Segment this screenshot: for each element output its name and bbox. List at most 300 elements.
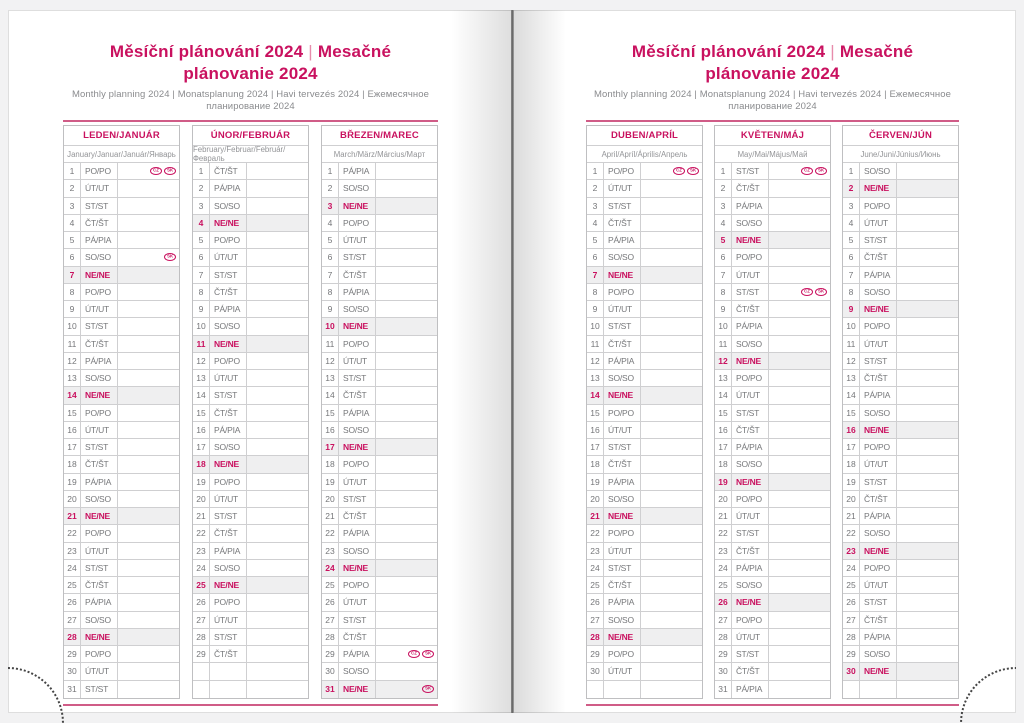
notes-area — [769, 336, 830, 352]
day-abbrev: ST/ST — [732, 284, 769, 300]
day-number: 24 — [587, 560, 604, 576]
day-number: 30 — [64, 663, 81, 679]
day-row-31 — [64, 681, 179, 698]
notes-area — [247, 646, 308, 662]
month-rows — [193, 163, 308, 698]
day-row-25 — [64, 577, 179, 594]
day-abbrev: SO/SO — [860, 525, 897, 541]
notes-area — [247, 474, 308, 490]
day-number: 14 — [715, 387, 732, 403]
notes-area — [118, 318, 179, 334]
day-number: 23 — [843, 543, 860, 559]
day-row-13 — [193, 370, 308, 387]
day-number: 10 — [322, 318, 339, 334]
notes-area — [769, 560, 830, 576]
day-row-21 — [64, 508, 179, 525]
day-row-29 — [64, 646, 179, 663]
day-row-4 — [322, 215, 437, 232]
day-row-6 — [322, 249, 437, 266]
notes-area — [641, 267, 702, 283]
day-abbrev: PÁ/PIA — [732, 198, 769, 214]
notes-area — [769, 249, 830, 265]
month-table — [192, 125, 309, 699]
day-number: 9 — [322, 301, 339, 317]
day-number: 23 — [193, 543, 210, 559]
day-row-11 — [587, 336, 702, 353]
day-abbrev: ČT/ŠT — [210, 525, 247, 541]
day-row-9 — [715, 301, 830, 318]
notes-area — [376, 577, 437, 593]
day-row-1 — [64, 163, 179, 180]
day-number: 16 — [715, 422, 732, 438]
notes-area — [897, 560, 958, 576]
day-row-22 — [587, 525, 702, 542]
cz-holiday-icon: CZ — [408, 650, 420, 658]
day-abbrev: NE/NE — [860, 180, 897, 196]
day-abbrev: PO/PO — [81, 284, 118, 300]
notes-area — [897, 198, 958, 214]
day-abbrev: ST/ST — [339, 491, 376, 507]
day-abbrev: ST/ST — [732, 405, 769, 421]
day-abbrev: PÁ/PIA — [860, 508, 897, 524]
day-number: 5 — [322, 232, 339, 248]
page-subtitle: Monthly planning 2024 | Monatsplanung 2024 | Havi tervezés 2024 | Ежемесячное планирование 2024 — [71, 89, 430, 112]
day-abbrev: ČT/ŠT — [210, 646, 247, 662]
notes-area — [897, 646, 958, 662]
day-number — [193, 663, 210, 679]
day-abbrev: PO/PO — [210, 474, 247, 490]
day-number: 20 — [715, 491, 732, 507]
notes-area — [376, 284, 437, 300]
day-abbrev: SO/SO — [210, 560, 247, 576]
day-row-6 — [587, 249, 702, 266]
day-number: 12 — [843, 353, 860, 369]
day-number: 12 — [715, 353, 732, 369]
day-abbrev — [210, 663, 247, 679]
day-number: 13 — [587, 370, 604, 386]
day-row-24 — [843, 560, 958, 577]
day-row-3 — [64, 198, 179, 215]
notes-area — [376, 663, 437, 679]
day-row-28 — [64, 629, 179, 646]
day-number: 21 — [193, 508, 210, 524]
day-number: 20 — [843, 491, 860, 507]
day-abbrev: ÚT/UT — [81, 422, 118, 438]
day-number: 16 — [843, 422, 860, 438]
day-row-25 — [843, 577, 958, 594]
day-row-23 — [193, 543, 308, 560]
day-row-7 — [193, 267, 308, 284]
day-abbrev: PÁ/PIA — [339, 646, 376, 662]
day-row-22 — [843, 525, 958, 542]
day-abbrev: ST/ST — [604, 560, 641, 576]
day-abbrev: PO/PO — [210, 232, 247, 248]
month-rows — [64, 163, 179, 698]
notes-area — [769, 318, 830, 334]
day-number: 6 — [843, 249, 860, 265]
day-abbrev: PÁ/PIA — [210, 422, 247, 438]
day-number: 23 — [64, 543, 81, 559]
day-number: 2 — [322, 180, 339, 196]
sk-holiday-icon: SK — [164, 167, 176, 175]
day-abbrev: PO/PO — [81, 405, 118, 421]
day-number: 22 — [322, 525, 339, 541]
day-row-8 — [715, 284, 830, 301]
day-abbrev: ÚT/UT — [81, 180, 118, 196]
day-number: 14 — [587, 387, 604, 403]
day-number: 26 — [322, 594, 339, 610]
notes-area — [118, 594, 179, 610]
sk-holiday-icon: SK — [815, 288, 827, 296]
day-row-11 — [322, 336, 437, 353]
day-number: 4 — [193, 215, 210, 231]
notes-area — [641, 456, 702, 472]
title-czech: Měsíční plánování 2024 — [631, 42, 826, 61]
day-abbrev: ČT/ŠT — [81, 215, 118, 231]
day-abbrev: ČT/ŠT — [732, 663, 769, 679]
notes-area — [376, 629, 437, 645]
day-abbrev: ČT/ŠT — [81, 577, 118, 593]
day-row-21 — [193, 508, 308, 525]
day-row-15 — [715, 405, 830, 422]
day-abbrev: PÁ/PIA — [81, 594, 118, 610]
day-abbrev: PÁ/PIA — [732, 439, 769, 455]
day-number: 16 — [322, 422, 339, 438]
day-row-16 — [587, 422, 702, 439]
day-number: 13 — [193, 370, 210, 386]
notes-area — [897, 508, 958, 524]
day-number: 8 — [715, 284, 732, 300]
day-abbrev: ST/ST — [732, 525, 769, 541]
day-abbrev: SO/SO — [604, 491, 641, 507]
day-row-5 — [322, 232, 437, 249]
day-number: 7 — [322, 267, 339, 283]
day-row-17 — [715, 439, 830, 456]
day-abbrev: ÚT/UT — [732, 267, 769, 283]
day-row-3 — [587, 198, 702, 215]
day-abbrev: NE/NE — [604, 387, 641, 403]
day-abbrev: NE/NE — [732, 594, 769, 610]
day-abbrev — [604, 681, 641, 698]
day-abbrev: ST/ST — [81, 560, 118, 576]
day-abbrev: ČT/ŠT — [732, 543, 769, 559]
notes-area — [376, 560, 437, 576]
day-number: 6 — [193, 249, 210, 265]
day-abbrev: SO/SO — [732, 577, 769, 593]
day-row-26 — [193, 594, 308, 611]
day-abbrev: ÚT/UT — [604, 663, 641, 679]
cz-holiday-icon: CZ — [801, 288, 813, 296]
day-number: 25 — [193, 577, 210, 593]
notes-area — [769, 543, 830, 559]
notes-area — [118, 456, 179, 472]
notes-area — [118, 508, 179, 524]
day-abbrev: ST/ST — [604, 198, 641, 214]
notes-area — [247, 163, 308, 179]
day-number: 26 — [587, 594, 604, 610]
day-abbrev: PÁ/PIA — [860, 629, 897, 645]
notes-area — [769, 612, 830, 628]
day-row-3 — [715, 198, 830, 215]
notes-area — [641, 215, 702, 231]
notes-area — [769, 594, 830, 610]
notes-area — [641, 543, 702, 559]
title-slovak: Mesačné plánovanie 2024 — [705, 42, 914, 83]
notes-area — [247, 318, 308, 334]
notes-area — [641, 284, 702, 300]
notes-area — [118, 663, 179, 679]
day-row-16 — [64, 422, 179, 439]
notes-area — [897, 232, 958, 248]
day-row-2 — [587, 180, 702, 197]
notes-area — [897, 629, 958, 645]
day-row-30 — [843, 663, 958, 680]
day-row-18 — [322, 456, 437, 473]
notes-area — [641, 439, 702, 455]
divider-line-bottom — [63, 704, 438, 706]
day-number: 5 — [64, 232, 81, 248]
day-abbrev: ÚT/UT — [210, 491, 247, 507]
day-row-13 — [843, 370, 958, 387]
notes-area — [641, 663, 702, 679]
day-number: 1 — [322, 163, 339, 179]
notes-area — [247, 422, 308, 438]
day-number: 5 — [587, 232, 604, 248]
day-row-2 — [64, 180, 179, 197]
notes-area — [641, 163, 702, 179]
day-number: 25 — [715, 577, 732, 593]
day-row-1 — [587, 163, 702, 180]
notes-area — [641, 560, 702, 576]
notes-area — [376, 301, 437, 317]
day-row-14 — [64, 387, 179, 404]
day-abbrev: NE/NE — [81, 267, 118, 283]
day-number: 26 — [843, 594, 860, 610]
day-abbrev: NE/NE — [860, 301, 897, 317]
notes-area — [376, 353, 437, 369]
day-number: 27 — [322, 612, 339, 628]
left-page — [8, 10, 511, 713]
day-number: 7 — [587, 267, 604, 283]
day-abbrev: ST/ST — [81, 318, 118, 334]
notes-area — [118, 353, 179, 369]
day-number: 15 — [587, 405, 604, 421]
day-number: 17 — [193, 439, 210, 455]
divider-line-top — [63, 120, 438, 122]
day-abbrev: PÁ/PIA — [339, 525, 376, 541]
day-row-20 — [64, 491, 179, 508]
day-row-11 — [64, 336, 179, 353]
day-abbrev: ST/ST — [339, 249, 376, 265]
day-row-30 — [587, 663, 702, 680]
notes-area — [769, 525, 830, 541]
day-row-15 — [587, 405, 702, 422]
day-number: 18 — [64, 456, 81, 472]
notes-area — [641, 646, 702, 662]
day-number: 17 — [843, 439, 860, 455]
sk-holiday-icon: SK — [687, 167, 699, 175]
book-spine — [511, 10, 514, 713]
notes-area — [769, 180, 830, 196]
notes-area — [897, 353, 958, 369]
day-number: 15 — [322, 405, 339, 421]
day-abbrev: SO/SO — [732, 336, 769, 352]
notes-area — [897, 439, 958, 455]
day-abbrev: PO/PO — [860, 560, 897, 576]
day-abbrev: PO/PO — [339, 577, 376, 593]
day-abbrev: PO/PO — [604, 163, 641, 179]
day-number: 19 — [322, 474, 339, 490]
day-abbrev: PÁ/PIA — [604, 474, 641, 490]
notes-area — [376, 646, 437, 662]
notes-area — [769, 215, 830, 231]
day-number: 3 — [193, 198, 210, 214]
day-row-14 — [843, 387, 958, 404]
notes-area — [376, 491, 437, 507]
day-row-28 — [587, 629, 702, 646]
notes-area — [769, 474, 830, 490]
notes-area — [376, 198, 437, 214]
day-number: 1 — [587, 163, 604, 179]
day-row-26 — [587, 594, 702, 611]
day-number: 18 — [322, 456, 339, 472]
notes-area — [897, 491, 958, 507]
day-number: 23 — [587, 543, 604, 559]
notes-area — [376, 681, 437, 698]
day-number: 6 — [64, 249, 81, 265]
day-abbrev: SO/SO — [604, 249, 641, 265]
day-abbrev: ST/ST — [210, 387, 247, 403]
month-rows — [587, 163, 702, 698]
notes-area — [897, 301, 958, 317]
day-number: 3 — [715, 198, 732, 214]
notes-area — [897, 405, 958, 421]
day-row-4 — [64, 215, 179, 232]
day-row-16 — [322, 422, 437, 439]
day-abbrev: ČT/ŠT — [860, 249, 897, 265]
notes-area — [118, 267, 179, 283]
notes-area — [118, 439, 179, 455]
notes-area — [118, 249, 179, 265]
notes-area — [376, 267, 437, 283]
notes-area — [376, 180, 437, 196]
day-row-18 — [193, 456, 308, 473]
day-abbrev: ÚT/UT — [604, 422, 641, 438]
day-abbrev: ÚT/UT — [210, 249, 247, 265]
notes-area — [769, 439, 830, 455]
day-abbrev: ÚT/UT — [860, 215, 897, 231]
day-abbrev: SO/SO — [81, 491, 118, 507]
title-separator: | — [830, 42, 835, 61]
day-row-28 — [322, 629, 437, 646]
day-number: 15 — [64, 405, 81, 421]
notes-area — [897, 180, 958, 196]
day-number: 25 — [322, 577, 339, 593]
day-row-17 — [193, 439, 308, 456]
day-number: 10 — [64, 318, 81, 334]
day-abbrev: SO/SO — [339, 663, 376, 679]
notes-area — [376, 232, 437, 248]
day-row-13 — [587, 370, 702, 387]
month-rows — [322, 163, 437, 698]
day-abbrev: NE/NE — [339, 681, 376, 698]
day-abbrev: SO/SO — [81, 612, 118, 628]
day-row-11 — [193, 336, 308, 353]
day-number: 14 — [193, 387, 210, 403]
sk-holiday-icon: SK — [815, 167, 827, 175]
month-rows — [715, 163, 830, 698]
cz-holiday-icon: CZ — [801, 167, 813, 175]
day-row-29 — [322, 646, 437, 663]
notes-area — [769, 163, 830, 179]
day-number: 3 — [843, 198, 860, 214]
day-row-1 — [715, 163, 830, 180]
day-number: 7 — [715, 267, 732, 283]
notes-area — [769, 646, 830, 662]
notes-area — [769, 577, 830, 593]
day-row-6 — [843, 249, 958, 266]
day-row-23 — [322, 543, 437, 560]
day-row-19 — [193, 474, 308, 491]
notes-area — [641, 387, 702, 403]
day-number: 21 — [322, 508, 339, 524]
notes-area — [897, 215, 958, 231]
day-number: 3 — [322, 198, 339, 214]
day-abbrev: PÁ/PIA — [860, 387, 897, 403]
day-row-13 — [322, 370, 437, 387]
notes-area — [118, 474, 179, 490]
notes-area — [247, 215, 308, 231]
notes-area — [247, 439, 308, 455]
day-number: 26 — [715, 594, 732, 610]
day-row-31 — [322, 681, 437, 698]
day-number: 27 — [587, 612, 604, 628]
month-name: ÚNOR/FEBRUÁR — [193, 126, 308, 146]
day-row-17 — [322, 439, 437, 456]
day-abbrev: NE/NE — [339, 439, 376, 455]
day-abbrev: SO/SO — [339, 180, 376, 196]
day-abbrev: NE/NE — [339, 198, 376, 214]
day-abbrev: ČT/ŠT — [860, 612, 897, 628]
day-number: 19 — [843, 474, 860, 490]
day-row-10 — [587, 318, 702, 335]
day-row-12 — [64, 353, 179, 370]
day-abbrev: PÁ/PIA — [604, 594, 641, 610]
notes-area — [118, 336, 179, 352]
day-row-28 — [843, 629, 958, 646]
day-abbrev: ST/ST — [860, 594, 897, 610]
day-row-29 — [193, 646, 308, 663]
day-row-24 — [64, 560, 179, 577]
notes-area — [641, 336, 702, 352]
notes-area — [376, 370, 437, 386]
notes-area — [641, 301, 702, 317]
notes-area — [641, 180, 702, 196]
day-number: 29 — [587, 646, 604, 662]
day-number: 10 — [193, 318, 210, 334]
month-languages: June/Juni/Június/Июнь — [843, 146, 958, 163]
day-row-23 — [64, 543, 179, 560]
day-row-24 — [587, 560, 702, 577]
day-abbrev: ČT/ŠT — [732, 180, 769, 196]
notes-area — [641, 577, 702, 593]
day-number: 15 — [193, 405, 210, 421]
day-row-7 — [322, 267, 437, 284]
day-row-27 — [715, 612, 830, 629]
day-row-19 — [715, 474, 830, 491]
day-abbrev: ÚT/UT — [860, 336, 897, 352]
notes-area — [247, 336, 308, 352]
